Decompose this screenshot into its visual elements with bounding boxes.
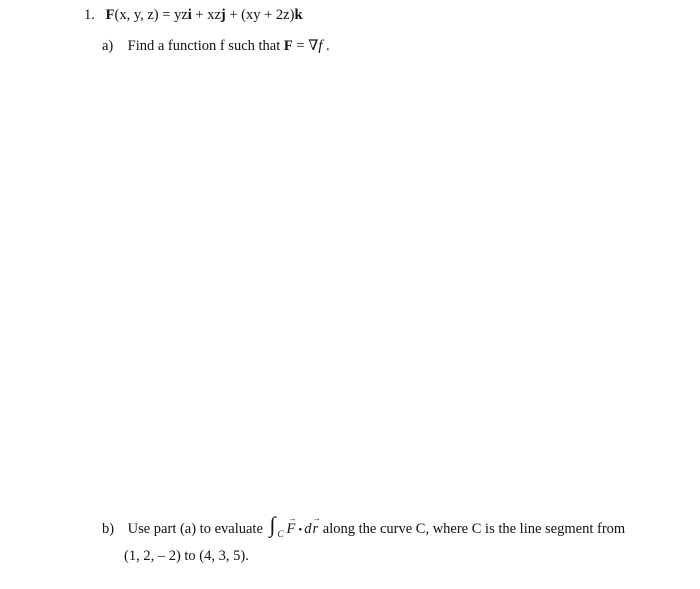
vector-F-letter: F: [286, 521, 296, 537]
nabla-symbol: ∇: [308, 38, 319, 54]
part-b: [102, 512, 626, 539]
vector-r-letter: r: [312, 521, 319, 537]
field-args: (x, y, z) = yz: [114, 7, 188, 23]
dot-product-symbol: •: [298, 524, 303, 536]
part-b-label: b): [102, 521, 115, 537]
part-a-equals: =: [292, 38, 309, 54]
arrow-icon: →: [288, 514, 297, 523]
part-a-label: a): [102, 38, 114, 54]
integral-subscript: C: [277, 529, 284, 539]
differential-d: d: [304, 521, 312, 537]
problem-number: 1.: [84, 7, 95, 23]
arrow-icon: →: [312, 514, 321, 523]
field-term-2: + xz: [191, 7, 221, 23]
part-b-text-before: Use part (a) to evaluate: [127, 521, 263, 537]
unit-j: j: [220, 7, 226, 23]
vector-field-name: F: [105, 7, 115, 23]
part-b-text-after: along the curve C, where C is the line segment from: [319, 521, 626, 537]
part-a-F: F: [283, 38, 293, 54]
vector-F: [286, 514, 297, 538]
field-term-3: + (xy + 2z): [225, 7, 295, 23]
unit-k: k: [294, 7, 303, 23]
part-a-text: Find a function f such that: [127, 38, 284, 54]
part-a-f: f: [318, 38, 323, 54]
part-a: [102, 38, 330, 55]
unit-i: i: [187, 7, 192, 23]
vector-r: [311, 514, 321, 538]
line-integral: [269, 512, 286, 539]
integral-sign: ∫: [269, 512, 276, 537]
problem-statement: [84, 7, 303, 24]
part-b-segment-endpoints: (1, 2, – 2) to (4, 3, 5).: [124, 548, 249, 564]
part-a-period: .: [322, 38, 330, 54]
